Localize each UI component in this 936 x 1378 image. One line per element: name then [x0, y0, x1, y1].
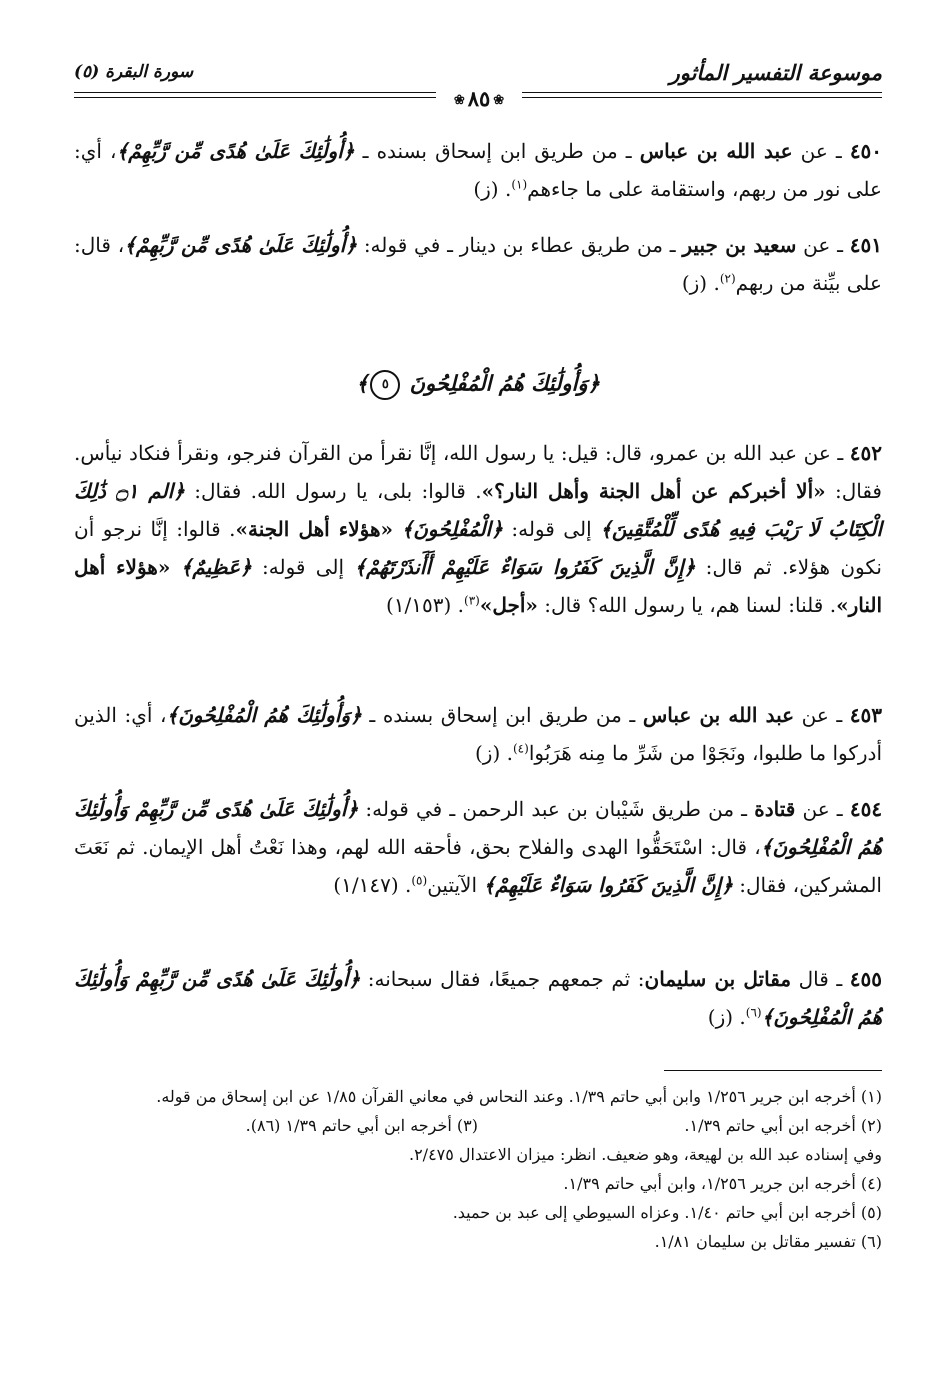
- ornament-icon: ❀: [453, 93, 465, 108]
- hadith-quote: «هؤلاء أهل الجنة»: [235, 517, 393, 541]
- entry-451: [74, 226, 882, 302]
- footnote-row: [74, 1111, 882, 1140]
- footnote-2: (٢) أخرجه ابن أبي حاتم ١/٣٩.: [684, 1116, 882, 1135]
- quran-quote: ﴿أُولَٰئِكَ عَلَىٰ هُدًى مِّن رَّبِّهِمْ وَأُولَٰئِكَ هُمُ الْمُفْلِحُونَ﴾: [74, 967, 882, 1029]
- footnote-5: (٥) أخرجه ابن أبي حاتم ١/٤٠. وعزاه السيوطي إلى عبد بن حميد.: [452, 1203, 882, 1222]
- entry-number: ٤٥٥: [849, 967, 883, 991]
- quran-quote: ﴿الْمُفْلِحُونَ﴾: [401, 517, 503, 541]
- entry-text: ـ من طريق عطاء بن دينار ـ في قوله:: [363, 233, 676, 257]
- entry-lead: ـ قال: [798, 967, 843, 991]
- entry-lead: ـ عن: [801, 703, 843, 727]
- verse-text: ﴿وَأُولَٰئِكَ هُمُ الْمُفْلِحُونَ: [409, 370, 600, 396]
- narrator-name: مقاتل بن سليمان: [644, 967, 792, 991]
- narrator-name: عبد الله بن عباس: [642, 703, 795, 727]
- entry-text: إلى قوله:: [511, 517, 592, 541]
- verse-heading: [74, 370, 882, 400]
- footnote-4: (٤) أخرجه ابن جرير ١/٢٥٦، وابن أبي حاتم ١/٣٩.: [563, 1174, 882, 1193]
- entry-453: [74, 696, 882, 772]
- page-header: [74, 52, 882, 111]
- entry-source-ref: . (ز): [707, 1005, 746, 1029]
- entry-455: [74, 960, 882, 1036]
- entry-text: ـ من طريق شَيْبان بن عبد الرحمن ـ في قوله:: [365, 797, 748, 821]
- surah-name: سورة البقرة (٥): [74, 62, 194, 82]
- entry-text: ـ من طريق ابن إسحاق بسنده ـ: [369, 703, 636, 727]
- footnote-ref: (٢): [719, 271, 736, 286]
- entry-text: ، أي: الذين أدركوا ما طلبوا، ونَجَوْا من شَرِّ ما مِنه هَرَبُوا: [74, 703, 882, 765]
- entry-source-ref: . (ز): [475, 741, 513, 765]
- footnote-separator: [664, 1070, 882, 1071]
- footnote-3-note: وفي إسناده عبد الله بن لهيعة، وهو ضعيف. انظر: ميزان الاعتدال ٢/٤٧٥.: [408, 1145, 882, 1164]
- quran-quote: ﴿أُولَٰئِكَ عَلَىٰ هُدًى مِّن رَّبِّهِمْ﴾: [116, 139, 355, 163]
- entry-454: [74, 790, 882, 904]
- footnote-6: (٦) تفسير مقاتل بن سليمان ١/٨١.: [654, 1232, 882, 1251]
- narrator-name: قتادة: [754, 797, 796, 821]
- entry-number: ٤٥١: [849, 233, 883, 257]
- entry-source-ref: . (١/١٥٣): [385, 593, 465, 617]
- entry-text: الآيتين: [427, 873, 478, 897]
- entry-number: ٤٥٢: [849, 441, 882, 465]
- quran-quote: ﴿أُولَٰئِكَ عَلَىٰ هُدًى مِّن رَّبِّهِمْ وَأُولَٰئِكَ هُمُ الْمُفْلِحُونَ﴾: [74, 797, 883, 859]
- book-page: [74, 52, 882, 1352]
- entry-lead: ـ عن: [800, 139, 842, 163]
- footnotes: [74, 1082, 882, 1256]
- footnote-ref: (٣): [464, 593, 480, 608]
- hadith-quote: «هؤلاء أهل النار»: [74, 555, 882, 617]
- entry-source-ref: . (١/١٤٧): [333, 873, 412, 897]
- ornament-icon: ❀: [493, 93, 505, 108]
- quran-quote: ﴿الم ۝١ ذَٰلِكَ الْكِتَابُ لَا رَيْبَ فِيهِ هُدًى لِّلْمُتَّقِينَ﴾: [74, 479, 883, 541]
- verse-number-marker: ٥: [370, 370, 400, 400]
- quran-quote: ﴿وَأُولَٰئِكَ هُمُ الْمُفْلِحُونَ﴾: [166, 703, 362, 727]
- quran-quote: ﴿إِنَّ الَّذِينَ كَفَرُوا سَوَاءٌ عَلَيْهِمْ﴾: [483, 873, 733, 897]
- footnote-ref: (٥): [411, 873, 428, 888]
- quran-quote: ﴿أُولَٰئِكَ عَلَىٰ هُدًى مِّن رَّبِّهِمْ﴾: [124, 233, 358, 257]
- hadith-quote: «ألا أخبركم عن أهل الجنة وأهل النار؟»: [481, 479, 826, 503]
- hadith-quote: «أجل»: [479, 593, 538, 617]
- entry-text: . قالوا: بلى، يا رسول الله. فقال:: [194, 479, 482, 503]
- entry-text: ، قال: اسْتَحَقُّوا الهدى والفلاح بحق، فأحقه الله لهم، وهذا نَعْتُ أهل الإيمان. ثم نَعَتَ المشركين، فقال:: [74, 835, 882, 897]
- footnote-ref: (٦): [745, 1005, 762, 1020]
- entry-text: ـ عن عبد الله بن عمرو، قال: قيل: يا رسول الله، إنَّا نقرأ من القرآن فنرجو، ونقرأ فنكاد نيأس. فقال:: [74, 441, 882, 503]
- entry-text: ، قال: على بيِّنة من ربهم: [74, 233, 882, 295]
- entry-number: ٤٥٠: [849, 139, 883, 163]
- entry-450: [74, 132, 882, 208]
- page-number: [436, 86, 522, 111]
- entry-452: [74, 434, 882, 624]
- quran-quote: ﴿عَظِيمٌ﴾: [180, 555, 252, 579]
- quran-quote: ﴿إِنَّ الَّذِينَ كَفَرُوا سَوَاءٌ عَلَيْهِمْ أَأَنذَرْتَهُمْ﴾: [354, 555, 696, 579]
- narrator-name: سعيد بن جبير: [682, 233, 797, 257]
- footnote-1: (١) أخرجه ابن جرير ١/٢٥٦ وابن أبي حاتم ١/٣٩. وعند النحاس في معاني القرآن ١/٨٥ عن ابن إسحاق من قوله.: [156, 1087, 882, 1106]
- entry-text: . قالوا: إنَّا نرجو أن نكون هؤلاء. ثم قال:: [74, 517, 882, 579]
- entry-number: ٤٥٣: [849, 703, 882, 727]
- entry-text: ، أي: على نور من ربهم، واستقامة على ما جاءهم: [74, 139, 882, 201]
- entry-lead: ـ عن: [802, 797, 843, 821]
- footnote-ref: (٤): [512, 741, 529, 756]
- page-number-value: ٨٥: [467, 86, 491, 111]
- entry-source-ref: . (ز): [681, 271, 720, 295]
- entry-text: إلى قوله:: [262, 555, 345, 579]
- entry-text: : ثم جمعهم جميعًا، فقال سبحانه:: [367, 967, 645, 991]
- entry-source-ref: . (ز): [473, 177, 512, 201]
- footnote-ref: (١): [511, 177, 528, 192]
- narrator-name: عبد الله بن عباس: [639, 139, 793, 163]
- entry-number: ٤٥٤: [849, 797, 883, 821]
- footnote-3: (٣) أخرجه ابن أبي حاتم ١/٣٩ (٨٦).: [245, 1116, 478, 1135]
- verse-close-bracket: ﴾: [356, 370, 369, 396]
- entry-text: . قلنا: لسنا هم، يا رسول الله؟ قال:: [544, 593, 837, 617]
- book-title: موسوعة التفسير المأثور: [669, 60, 882, 85]
- entry-text: ـ من طريق ابن إسحاق بسنده ـ: [362, 139, 632, 163]
- entry-lead: ـ عن: [803, 233, 843, 257]
